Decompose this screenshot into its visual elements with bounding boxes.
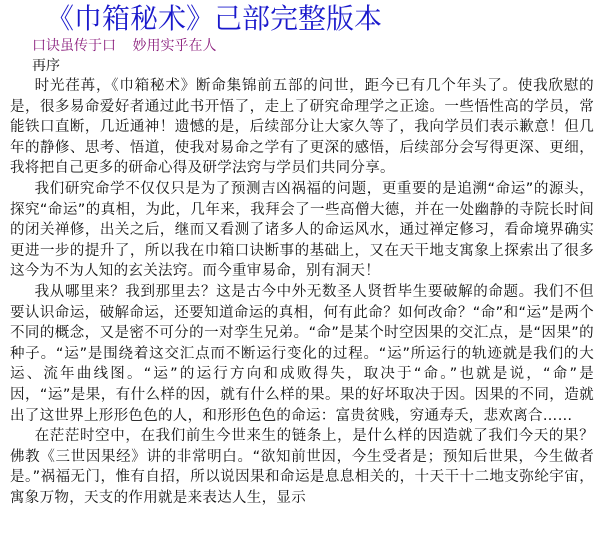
- body-paragraph-1: 时光荏苒，《巾箱秘术》断命集锦前五部的问世，距今已有几个年头了。使我欣慰的是，很多易命爱好者通过此书开悟了，走上了研究命理学之正途。一些悟性高的学员，常能铁口直断，几近通神！遗憾的是，后续部分让大家久等了，我向学员们表示歉意！但几年的静修、思考、悟道，使我对易命之学有了更深的感悟，后续部分会写得更深、更细，我将把自己更多的研命心得及研学法窍与学员们共同分享。: [10, 78, 594, 177]
- body-paragraph-2: 我们研究命学不仅仅只是为了预测吉凶祸福的问题，更重要的是追溯“命运”的源头，探究“命运”的真相，为此，几年来，我拜会了一些高僧大德，并在一处幽静的寺院长时间的闭关禅修，出关之后，继而又看测了诸多人的命运风水，通过禅定修习，看命境界确实更进一步的提升了，所以我在巾箱口诀断事的基础上，又在天干地支寓象上探索出了很多这今为不为人知的玄关法窍。而今重审易命，别有洞天！: [10, 180, 594, 280]
- document-title: 《巾箱秘术》己部完整版本: [46, 2, 383, 35]
- preface-heading: 再序: [32, 58, 60, 74]
- subtitle-right: 妙用实乎在人: [132, 38, 217, 54]
- subtitle-line: [10, 36, 594, 56]
- subtitle-left: 口诀虽传于口: [32, 38, 116, 54]
- body-paragraph-3: 我从哪里来？我到那里去？这是古今中外无数圣人贤哲毕生要破解的命题。我们不但要认识命运，破解命运，还要知道命运的真相，何有此命？如何改命？“命”和“运”是两个不同的概念，又是密不可分的一对孪生兄弟。“命”是某个时空因果的交汇点，是“因果”的种子。“运”是围绕着这交汇点而不断运行变化的过程。“运”所运行的轨迹就是我们的大运、流年曲线图。“运”的运行方向和成败得失，取决于“命。”也就是说，“命”是因，“运”是果，有什么样的因，就有什么样的果。果的好坏取决于因。因果的不同，造就出了这世界上形形色色的人，和形形色色的命运：富贵贫贱，穷通寿夭，悲欢离合……: [10, 283, 594, 424]
- body-paragraph-4: 在茫茫时空中，在我们前生今世来生的链条上，是什么样的因造就了我们今天的果？佛教《三世因果经》讲的非常明白。“欲知前世因，今生受者是；预知后世果，今生做者是。”祸福无门，惟有自招，所以说因果和命运是息息相关的，十天干十二地支弥纶宇宙，寓象万物，天支的作用就是来表达人生，显示: [10, 428, 594, 506]
